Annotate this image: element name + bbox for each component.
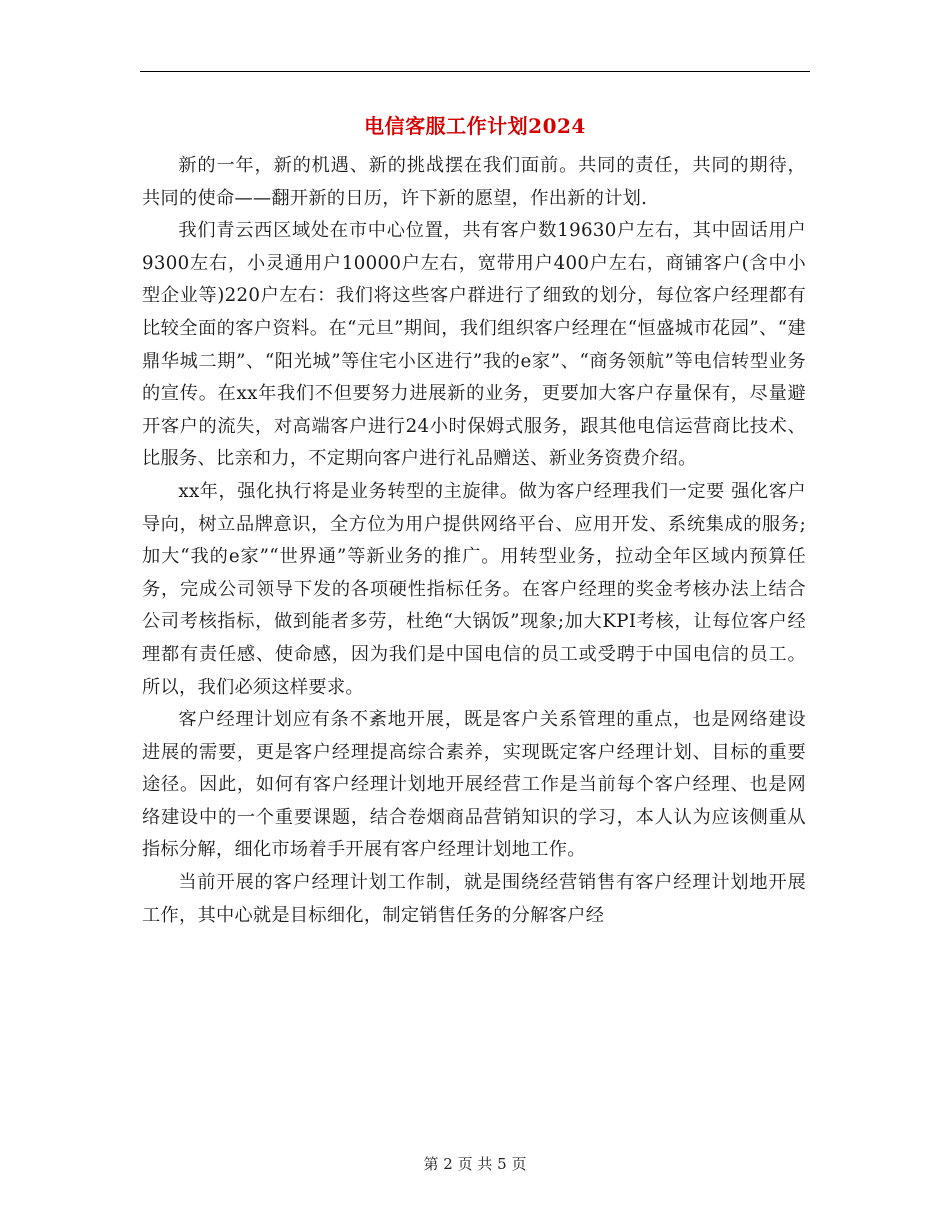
paragraph-3: xx年，强化执行将是业务转型的主旋律。做为客户经理我们一定要 强化客户导向，树立品牌意识，全方位为用户提供网络平台、应用开发、系统集成的服务;加大“我的e家”“世界通”等新业务的推广。用转型业务，拉动全年区域内预算任务，完成公司领导下发的各项硬性指标任务。在客户经理的奖金考核办法上结合公司考核指标，做到能者多劳，杜绝“大锅饭”现象;加大KPI考核，让每位客户经理都有责任感、使命感，因为我们是中国电信的员工或受聘于中国电信的员工。所以，我们必须这样要求。 (142, 480, 806, 698)
document-title: 电信客服工作计划2024 (364, 114, 586, 138)
document-body (142, 150, 806, 932)
paragraph-4: 客户经理计划应有条不紊地开展，既是客户关系管理的重点，也是网络建设进展的需要，更是客户经理提高综合素养，实现既定客户经理计划、目标的重要途径。因此，如何有客户经理计划地开展经营工作是当前每个客户经理、也是网络建设中的一个重要课题，结合卷烟商品营销知识的学习，本人认为应该侧重从指标分解，细化市场着手开展有客户经理计划地工作。 (142, 709, 806, 861)
paragraph-2: 我们青云西区域处在市中心位置，共有客户数19630户左右，其中固话用户9300左右，小灵通用户10000户左右，宽带用户400户左右，商铺客户(含中小型企业等)220户左右：我们将这些客户群进行了细致的划分，每位客户经理都有比较全面的客户资料。在“元旦”期间，我们组织客户经理在“恒盛城市花园”、“建鼎华城二期”、“阳光城”等住宅小区进行”我的e家”、“商务领航”等电信转型业务的宣传。在xx年我们不但要努力进展新的业务，更要加大客户存量保有，尽量避开客户的流失，对高端客户进行24小时保姆式服务，跟其他电信运营商比技术、比服务、比亲和力，不定期向客户进行礼品赠送、新业务资费介绍。 (142, 220, 806, 470)
header-rule (140, 71, 810, 72)
paragraph-1: 新的一年，新的机遇、新的挑战摆在我们面前。共同的责任，共同的期待，共同的使命——翻开新的日历，许下新的愿望，作出新的计划. (142, 155, 806, 209)
page-number-footer: 第 2 页 共 5 页 (423, 1155, 527, 1173)
paragraph-5: 当前开展的客户经理计划工作制，就是围绕经营销售有客户经理计划地开展工作，其中心就是目标细化，制定销售任务的分解客户经 (142, 872, 806, 926)
